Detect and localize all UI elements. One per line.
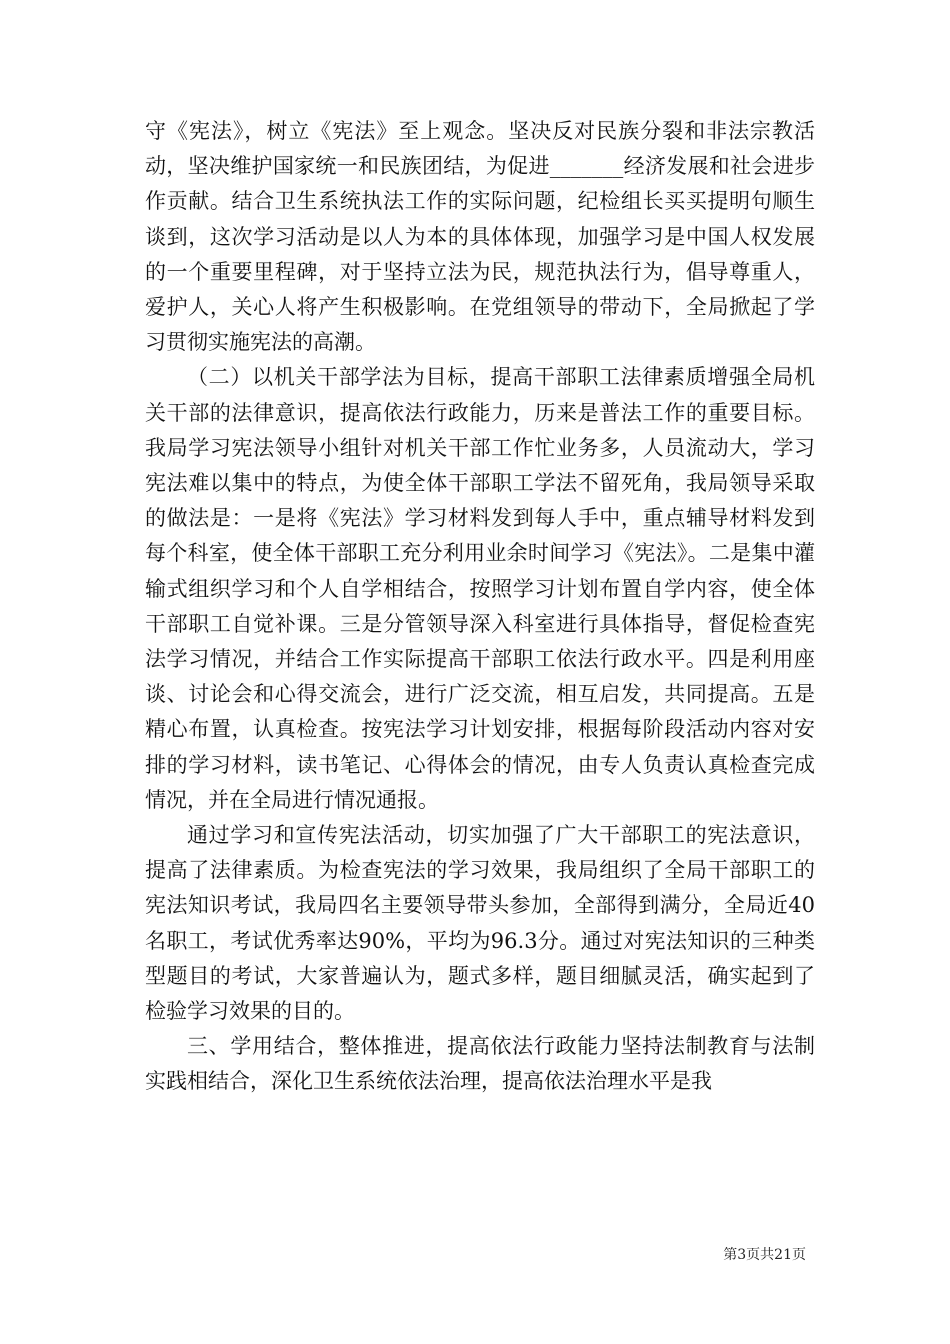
paragraph-1: 守《宪法》，树立《宪法》至上观念。坚决反对民族分裂和非法宗教活动，坚决维护国家统一和民族团结，为促进_______经济发展和社会进步作贡献。结合卫生系统执法工作的实际问题，纪检组长买买提明句顺生谈到，这次学习活动是以人为本的具体体现，加强学习是中国人权发展的一个重要里程碑，对于坚持立法为民，规范执法行为，倡导尊重人，爱护人，关心人将产生积极影响。在党组领导的带动下，全局掀起了学习贯彻实施宪法的高潮。 xyxy=(145,119,815,355)
paragraph-3: 通过学习和宣传宪法活动，切实加强了广大干部职工的宪法意识，提高了法律素质。为检查宪法的学习效果，我局组织了全局干部职工的宪法知识考试，我局四名主要领导带头参加，全部得到满分，全局近40名职工，考试优秀率达90%，平均为96.3分。通过对宪法知识的三种类型题目的考试，大家普遍认为，题式多样，题目细腻灵活，确实起到了检验学习效果的目的。 xyxy=(145,823,815,1024)
page-number-footer: 第3页共21页 xyxy=(723,1247,806,1263)
paragraph-4: 三、学用结合，整体推进，提高依法行政能力坚持法制教育与法制实践相结合，深化卫生系统依法治理，提高依法治理水平是我 xyxy=(145,1034,815,1094)
document-body xyxy=(145,114,815,1100)
paragraph-2: （二）以机关干部学法为目标，提高干部职工法律素质增强全局机关干部的法律意识，提高依法行政能力，历来是普法工作的重要目标。我局学习宪法领导小组针对机关干部工作忙业务多，人员流动大，学习宪法难以集中的特点，为使全体干部职工学法不留死角，我局领导采取的做法是：一是将《宪法》学习材料发到每人手中，重点辅导材料发到每个科室，使全体干部职工充分利用业余时间学习《宪法》。二是集中灌输式组织学习和个人自学相结合，按照学习计划布置自学内容，使全体干部职工自觉补课。三是分管领导深入科室进行具体指导，督促检查宪法学习情况，并结合工作实际提高干部职工依法行政水平。四是利用座谈、讨论会和心得交流会，进行广泛交流，相互启发，共同提高。五是精心布置，认真检查。按宪法学习计划安排，根据每阶段活动内容对安排的学习材料，读书笔记、心得体会的情况，由专人负责认真检查完成情况，并在全局进行情况通报。 xyxy=(145,365,815,812)
